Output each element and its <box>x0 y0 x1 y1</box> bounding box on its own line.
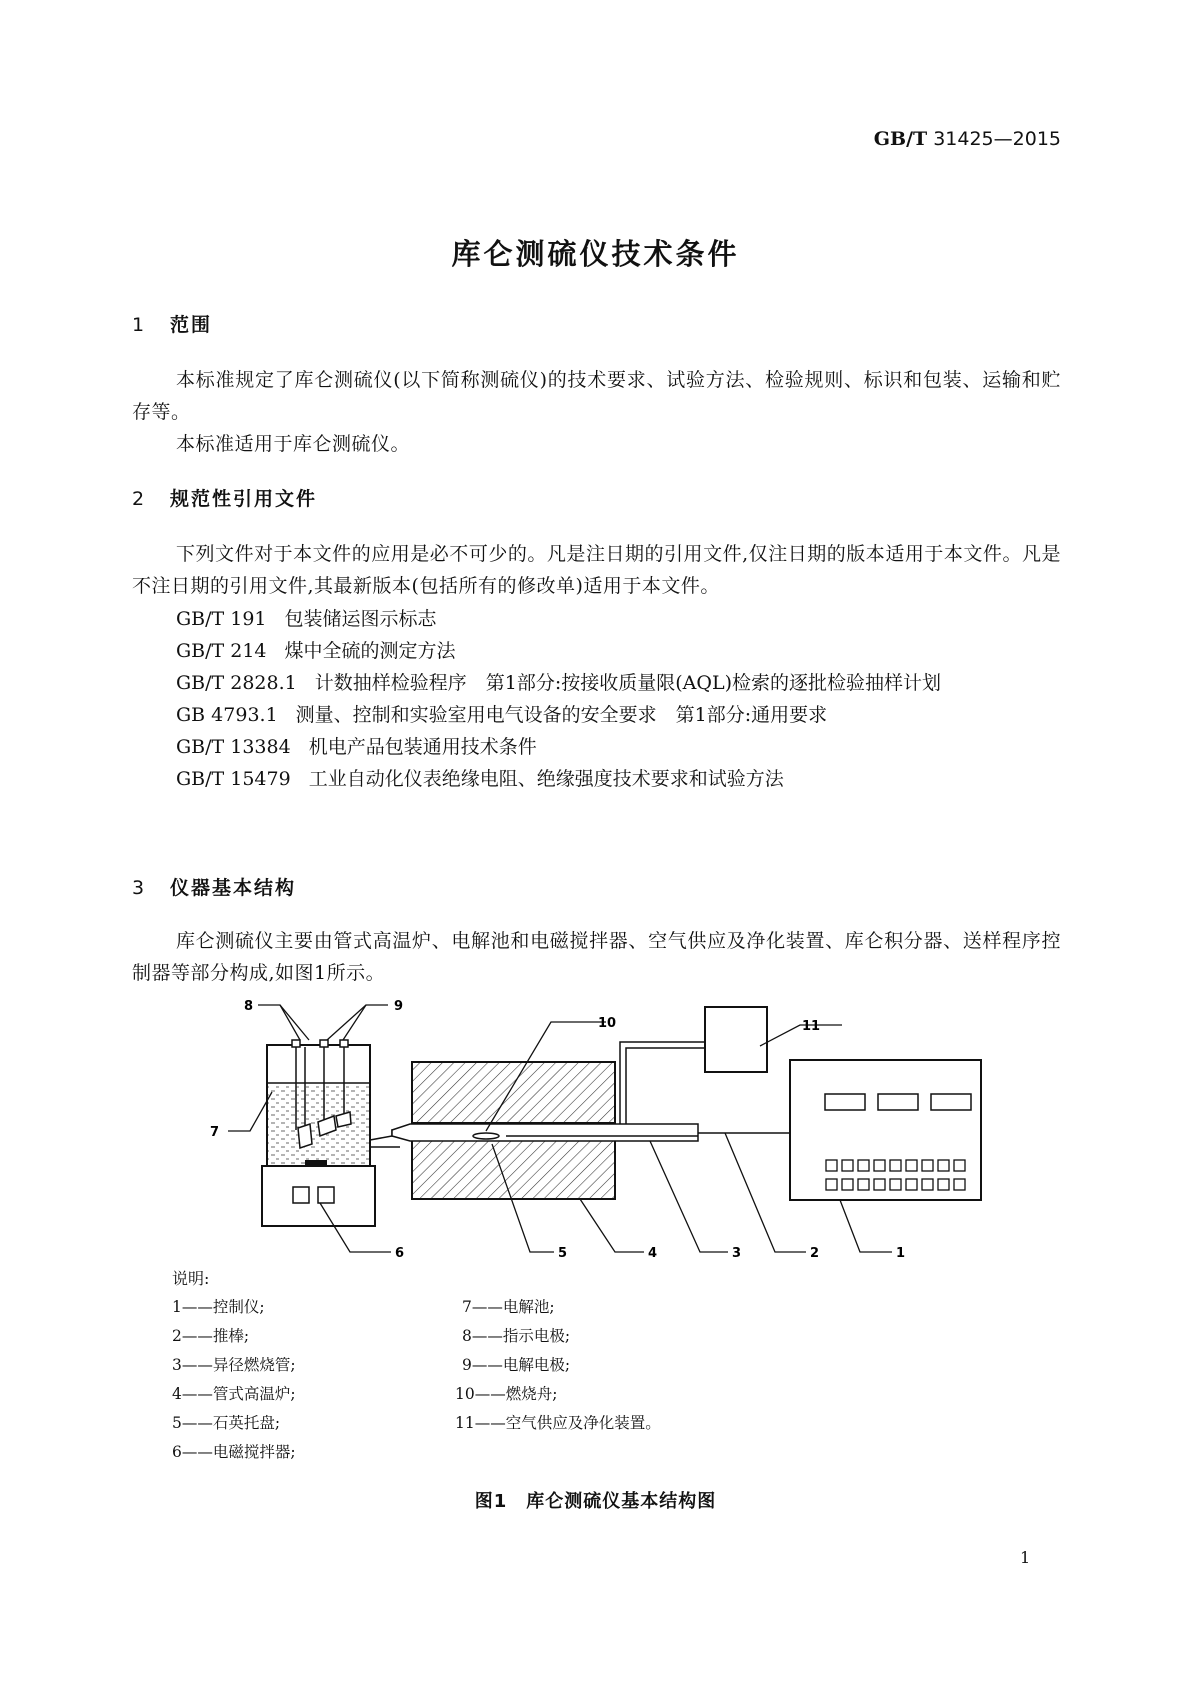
figure-label-4: 4 <box>648 1246 658 1261</box>
legend-item: 8——指示电极; <box>462 1327 571 1345</box>
legend-title: 说明: <box>172 1269 210 1288</box>
keypad-key <box>826 1179 837 1190</box>
reference-title: 工业自动化仪表绝缘电阻、绝缘强度技术要求和试验方法 <box>308 768 784 790</box>
paragraph: 下列文件对于本文件的应用是必不可少的。凡是注日期的引用文件,仅注日期的版本适用于本文件。凡是不注日期的引用文件,其最新版本(包括所有的修改单)适用于本文件。 <box>132 543 1061 597</box>
section-number: 2 <box>132 488 147 510</box>
figure-label-9: 9 <box>394 999 404 1014</box>
section-number: 1 <box>132 314 147 336</box>
reference-title: 包装储运图示标志 <box>284 608 437 630</box>
reference-code: GB 4793.1 <box>176 704 278 726</box>
legend-item: 10——燃烧舟; <box>455 1385 558 1403</box>
legend-item: 6——电磁搅拌器; <box>172 1443 296 1461</box>
section-title: 仪器基本结构 <box>170 877 297 899</box>
electrolytic-cell-assembly <box>262 1040 410 1226</box>
figure-caption: 图1 库仑测硫仪基本结构图 <box>474 1491 717 1512</box>
standard-code: 31425—2015 <box>933 128 1061 150</box>
reference-title: 机电产品包装通用技术条件 <box>308 736 537 758</box>
figure-label-3: 3 <box>732 1246 742 1261</box>
reference-code: GB/T 2828.1 <box>176 672 297 694</box>
section-number: 3 <box>132 877 147 899</box>
reference-code: GB/T 214 <box>176 640 267 662</box>
reference-title: 测量、控制和实验室用电气设备的安全要求 第1部分:通用要求 <box>295 704 828 726</box>
keypad-key <box>906 1160 917 1171</box>
section-title: 范围 <box>170 314 213 336</box>
document-title: 库仑测硫仪技术条件 <box>451 237 740 271</box>
paragraph: 本标准适用于库仑测硫仪。 <box>176 433 411 455</box>
legend-item: 11——空气供应及净化装置。 <box>455 1414 661 1432</box>
figure-label-5: 5 <box>558 1246 568 1261</box>
reference-code: GB/T 13384 <box>176 736 291 758</box>
figure-label-7: 7 <box>209 1125 219 1140</box>
legend-item: 3——异径燃烧管; <box>172 1356 296 1374</box>
section-title: 规范性引用文件 <box>170 488 318 510</box>
reference-title: 煤中全硫的测定方法 <box>284 640 456 662</box>
keypad-key <box>842 1160 853 1171</box>
figure-label-8: 8 <box>243 999 253 1014</box>
keypad-key <box>954 1179 965 1190</box>
paragraph: 本标准规定了库仑测硫仪(以下简称测硫仪)的技术要求、试验方法、检验规则、标识和包装、运输和贮存等。 <box>132 369 1061 423</box>
keypad-key <box>826 1160 837 1171</box>
keypad-key <box>874 1160 885 1171</box>
reference-code: GB/T 15479 <box>176 768 291 790</box>
keypad-key <box>890 1160 901 1171</box>
figure-label-11: 11 <box>802 1019 821 1034</box>
air-purification-unit <box>620 1007 767 1124</box>
reference-code: GB/T 191 <box>176 608 267 630</box>
keypad-key <box>874 1179 885 1190</box>
figure-label-10: 10 <box>598 1016 617 1031</box>
legend-item: 5——石英托盘; <box>172 1414 281 1432</box>
keypad-key <box>842 1179 853 1190</box>
legend-item: 9——电解电极; <box>462 1356 571 1374</box>
figure-label-1: 1 <box>896 1246 906 1261</box>
legend-item: 1——控制仪; <box>172 1298 265 1316</box>
legend-item: 4——管式高温炉; <box>172 1385 296 1403</box>
keypad-key <box>858 1179 869 1190</box>
legend-item: 7——电解池; <box>462 1298 555 1316</box>
keypad-key <box>858 1160 869 1171</box>
legend-item: 2——推棒; <box>172 1327 250 1345</box>
keypad-key <box>938 1160 949 1171</box>
figure-label-2: 2 <box>810 1246 820 1261</box>
figure-label-6: 6 <box>395 1246 405 1261</box>
paragraph: 库仑测硫仪主要由管式高温炉、电解池和电磁搅拌器、空气供应及净化装置、库仑积分器、送样程序控制器等部分构成,如图1所示。 <box>132 930 1061 984</box>
controller-unit <box>790 1060 981 1200</box>
keypad-key <box>890 1179 901 1190</box>
standard-prefix: GB/T <box>873 128 928 150</box>
page-number: 1 <box>1020 1548 1031 1567</box>
keypad-key <box>938 1179 949 1190</box>
reference-title: 计数抽样检验程序 第1部分:按接收质量限(AQL)检索的逐批检验抽样计划 <box>314 672 941 694</box>
keypad-key <box>906 1179 917 1190</box>
keypad-key <box>922 1179 933 1190</box>
tube-furnace <box>392 1062 790 1199</box>
keypad-key <box>954 1160 965 1171</box>
keypad-key <box>922 1160 933 1171</box>
